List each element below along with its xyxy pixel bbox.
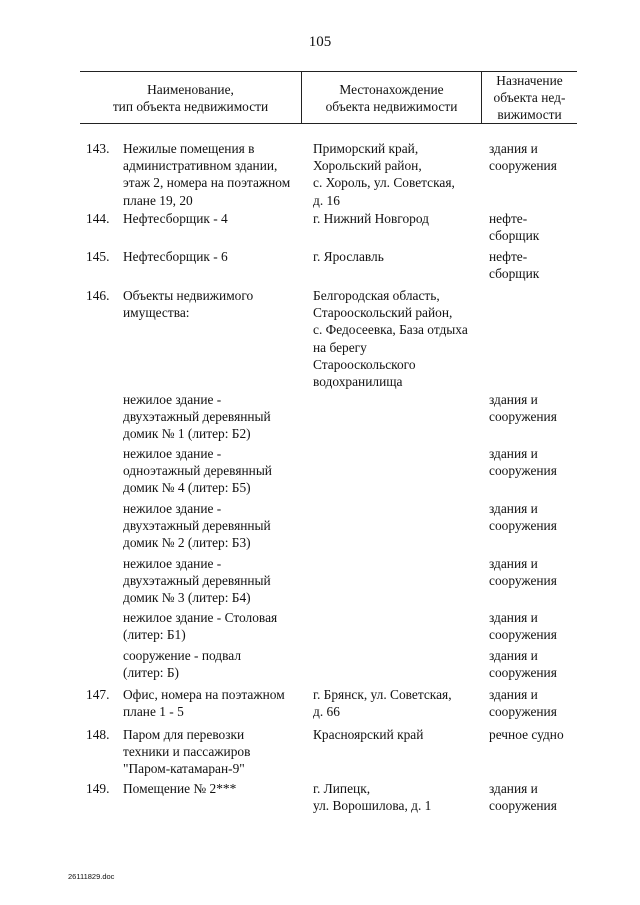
text-line: речное судно <box>489 727 564 742</box>
text-line: Нефтесборщик - 6 <box>123 249 228 264</box>
text-line: здания и <box>489 687 538 702</box>
text-line: домик № 1 (литер: Б2) <box>123 426 251 442</box>
header-bottom-rule <box>80 123 577 124</box>
text-line: плане 1 - 5 <box>123 704 184 720</box>
row-number: 148. <box>86 727 110 742</box>
document-filename: 26111829.doc <box>68 872 115 881</box>
row-number: 144. <box>86 211 110 226</box>
text-line: этаж 2, номера на поэтажном <box>123 175 291 191</box>
row-number: 143. <box>86 141 110 156</box>
text-line: домик № 3 (литер: Б4) <box>123 590 251 606</box>
text-line: на берегу <box>313 339 367 355</box>
sub-item-purpose <box>489 555 557 589</box>
sub-item-purpose <box>489 391 557 425</box>
text-line: г. Липецк, <box>313 781 371 796</box>
object-location <box>313 140 455 209</box>
text-line: здания и <box>489 392 538 407</box>
sub-item-name <box>123 445 272 497</box>
text-line: сооружения <box>489 627 557 643</box>
text-line: сооружения <box>489 518 557 534</box>
text-line: техники и пассажиров <box>123 744 251 760</box>
text-line: (литер: Б1) <box>123 627 186 643</box>
object-name <box>123 210 228 227</box>
header-purpose-line: Назначение <box>496 73 563 88</box>
text-line: Нефтесборщик - 4 <box>123 211 228 226</box>
object-location <box>313 780 431 814</box>
object-location <box>313 726 423 743</box>
object-purpose <box>489 780 557 814</box>
text-line: домик № 2 (литер: Б3) <box>123 535 251 551</box>
text-line: нежилое здание - <box>123 501 222 516</box>
text-line: нежилое здание - Столовая <box>123 610 278 625</box>
text-line: сборщик <box>489 228 540 244</box>
row-number: 146. <box>86 288 110 303</box>
object-location <box>313 686 452 720</box>
text-line: Старооскольского <box>313 356 416 372</box>
text-line: с. Федосеевка, База отдыха <box>313 322 468 338</box>
text-line: сооружения <box>489 798 557 814</box>
sub-item-name <box>123 647 241 681</box>
text-line: (литер: Б) <box>123 665 180 681</box>
text-line: д. 16 <box>313 192 340 208</box>
header-location-column <box>302 81 481 115</box>
text-line: нежилое здание - <box>123 446 222 461</box>
text-line: одноэтажный деревянный <box>123 463 272 479</box>
text-line: г. Нижний Новгород <box>313 211 429 226</box>
object-location <box>313 287 468 390</box>
text-line: сборщик <box>489 266 540 282</box>
text-line: Старооскольский район, <box>313 305 453 321</box>
object-name <box>123 726 250 778</box>
text-line: с. Хороль, ул. Советская, <box>313 175 455 191</box>
text-line: здания и <box>489 141 538 156</box>
text-line: Хорольский район, <box>313 158 422 174</box>
text-line: нефте- <box>489 211 528 226</box>
header-location-line: Местонахождение <box>339 82 444 97</box>
object-name <box>123 248 228 265</box>
text-line: нефте- <box>489 249 528 264</box>
header-name-line: Наименование, <box>147 82 234 97</box>
text-line: Нежилые помещения в <box>123 141 255 156</box>
sub-item-purpose <box>489 500 557 534</box>
text-line: здания и <box>489 501 538 516</box>
text-line: "Паром-катамаран-9" <box>123 761 245 777</box>
sub-item-name <box>123 391 271 443</box>
text-line: сооружение - подвал <box>123 648 241 663</box>
sub-item-purpose <box>489 609 557 643</box>
text-line: плане 19, 20 <box>123 192 193 208</box>
text-line: двухэтажный деревянный <box>123 518 271 534</box>
header-purpose-line: вижимости <box>497 107 562 122</box>
object-name <box>123 780 236 797</box>
object-purpose <box>489 140 557 174</box>
text-line: имущества: <box>123 305 190 321</box>
row-number: 147. <box>86 687 110 702</box>
object-purpose <box>489 248 539 282</box>
text-line: Красноярский край <box>313 727 424 742</box>
text-line: сооружения <box>489 409 557 425</box>
object-purpose <box>489 726 564 743</box>
header-name-column <box>80 81 301 115</box>
object-location <box>313 248 384 265</box>
object-name <box>123 287 253 321</box>
text-line: сооружения <box>489 665 557 681</box>
text-line: Объекты недвижимого <box>123 288 254 303</box>
text-line: ул. Ворошилова, д. 1 <box>313 798 432 814</box>
text-line: здания и <box>489 446 538 461</box>
object-name <box>123 140 290 209</box>
text-line: д. 66 <box>313 704 340 720</box>
header-purpose-line: объекта нед- <box>493 90 566 105</box>
row-number: 145. <box>86 249 110 264</box>
object-purpose <box>489 686 557 720</box>
sub-item-purpose <box>489 647 557 681</box>
text-line: Помещение № 2*** <box>123 781 237 796</box>
text-line: сооружения <box>489 573 557 589</box>
text-line: домик № 4 (литер: Б5) <box>123 480 251 496</box>
text-line: г. Брянск, ул. Советская, <box>313 687 452 702</box>
text-line: здания и <box>489 648 538 663</box>
text-line: здания и <box>489 556 538 571</box>
text-line: Белгородская область, <box>313 288 440 303</box>
row-number: 149. <box>86 781 110 796</box>
text-line: водохранилища <box>313 374 403 390</box>
text-line: нежилое здание - <box>123 556 222 571</box>
object-location <box>313 210 429 227</box>
text-line: сооружения <box>489 704 557 720</box>
text-line: здания и <box>489 610 538 625</box>
text-line: Паром для перевозки <box>123 727 245 742</box>
text-line: административном здании, <box>123 158 278 174</box>
text-line: Офис, номера на поэтажном <box>123 687 285 702</box>
text-line: здания и <box>489 781 538 796</box>
text-line: г. Ярославль <box>313 249 384 264</box>
text-line: Приморский край, <box>313 141 419 156</box>
page-number: 105 <box>308 34 332 50</box>
object-purpose <box>489 210 539 244</box>
object-name <box>123 686 285 720</box>
text-line: сооружения <box>489 463 557 479</box>
header-location-line: объекта недвижимости <box>325 99 458 114</box>
header-purpose-column <box>482 72 577 123</box>
sub-item-name <box>123 500 271 552</box>
sub-item-purpose <box>489 445 557 479</box>
text-line: нежилое здание - <box>123 392 222 407</box>
text-line: двухэтажный деревянный <box>123 573 271 589</box>
sub-item-name <box>123 609 277 643</box>
header-name-line: тип объекта недвижимости <box>112 99 269 114</box>
text-line: сооружения <box>489 158 557 174</box>
sub-item-name <box>123 555 271 607</box>
text-line: двухэтажный деревянный <box>123 409 271 425</box>
